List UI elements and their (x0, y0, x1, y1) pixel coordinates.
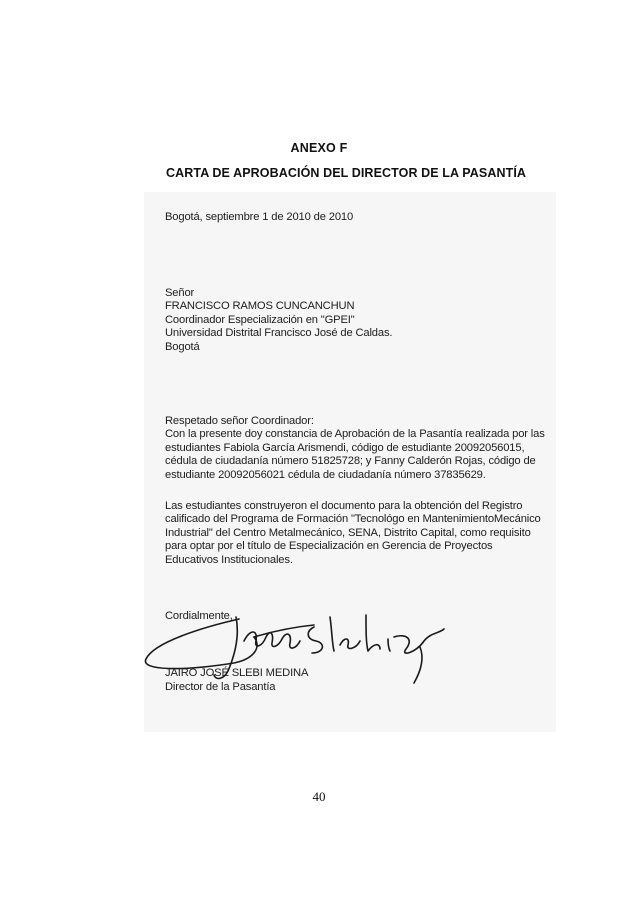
paragraph-line: para optar por el título de Especialización en Gerencia de Proyectos (165, 540, 493, 553)
letter-date: Bogotá, septiembre 1 de 2010 de 2010 (165, 211, 354, 223)
paragraph-line: Las estudiantes construyeron el documento para la obtención del Registro (165, 500, 523, 512)
annex-title: ANEXO F (290, 141, 348, 155)
signer-role: Director de la Pasantía (165, 681, 276, 693)
paragraph-line: Industrial" del Centro Metalmecánico, SENA, Distrito Capital, como requisito (165, 526, 531, 539)
recipient-block (165, 287, 392, 354)
recipient-institution: Universidad Distrital Francisco José de Caldas. (165, 327, 393, 340)
letter-body-paragraph-1 (165, 415, 545, 482)
letter-body-paragraph-2 (165, 500, 542, 567)
signer-name: JAIRO JOSÉ SLEBI MEDINA (165, 667, 309, 679)
letter-greeting: Respetado señor Coordinador: (165, 415, 314, 427)
paragraph-line: estudiantes Fabiola García Arismendi, código de estudiante 20092056015, (165, 441, 525, 454)
recipient-salutation: Señor (165, 287, 195, 299)
scanned-letter (144, 192, 556, 732)
recipient-name: FRANCISCO RAMOS CUNCANCHUN (165, 300, 355, 313)
annex-subtitle: CARTA DE APROBACIÓN DEL DIRECTOR DE LA PASANTÍA (166, 166, 527, 180)
recipient-city: Bogotá (165, 340, 200, 353)
paragraph-line: Con la presente doy constancia de Aprobación de la Pasantía realizada por las (165, 428, 545, 441)
paragraph-line: Educativos Institucionales. (165, 553, 293, 566)
recipient-title: Coordinador Especialización en "GPEI" (165, 313, 355, 326)
paragraph-line: cédula de ciudadanía número 51825728; y Fanny Calderón Rojas, código de (165, 455, 536, 468)
paragraph-line: calificado del Programa de Formación "Tecnológo en MantenimientoMecánico (165, 513, 541, 526)
paragraph-line: estudiante 20092056021 cédula de ciudadanía número 37835629. (165, 468, 486, 481)
page-number: 40 (312, 789, 326, 804)
letter-closing: Cordialmente, (165, 610, 233, 622)
